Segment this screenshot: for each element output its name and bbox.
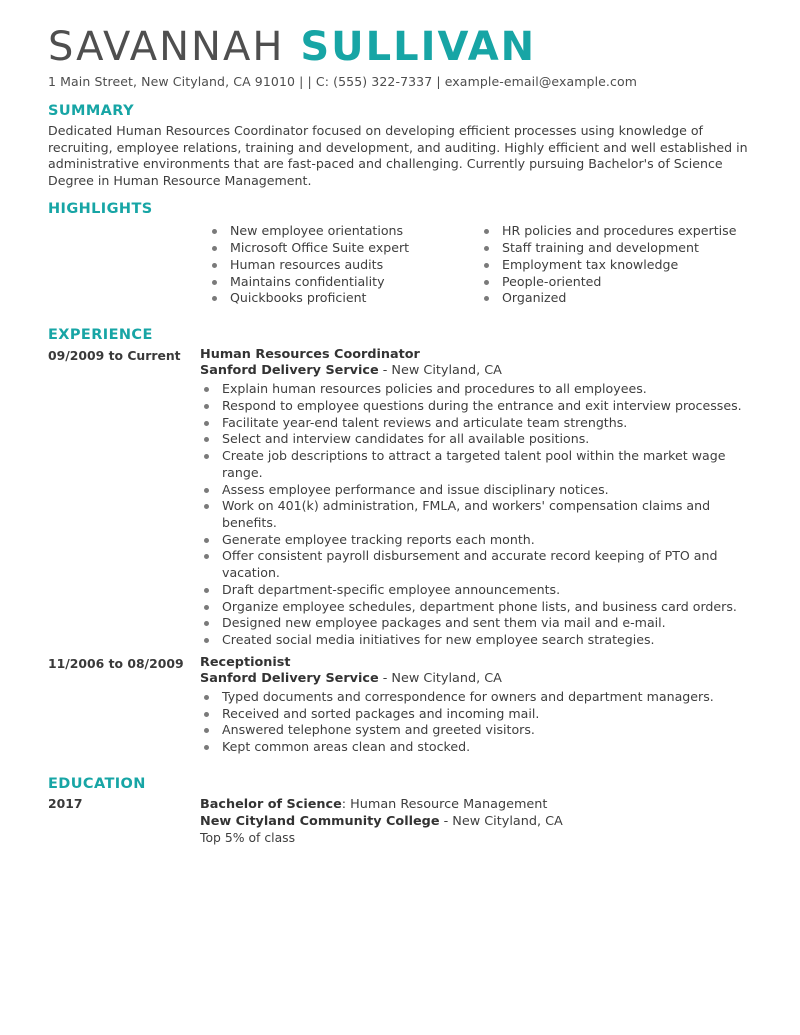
experience-bullets bbox=[200, 381, 752, 649]
highlights-list-right bbox=[480, 223, 752, 307]
list-item: Received and sorted packages and incoming mail. bbox=[200, 706, 752, 723]
highlights-column-right bbox=[480, 223, 752, 307]
company-line bbox=[200, 671, 752, 688]
list-item: Typed documents and correspondence for owners and department managers. bbox=[200, 689, 752, 706]
list-item: HR policies and procedures expertise bbox=[480, 223, 752, 240]
list-item: Create job descriptions to attract a targeted talent pool within the market wage range. bbox=[200, 448, 752, 481]
list-item: Explain human resources policies and procedures to all employees. bbox=[200, 381, 752, 398]
education-school bbox=[200, 813, 563, 830]
list-item: Organize employee schedules, department phone lists, and business card orders. bbox=[200, 599, 752, 616]
list-item: Generate employee tracking reports each month. bbox=[200, 532, 752, 549]
list-item: Draft department-specific employee announcements. bbox=[200, 582, 752, 599]
highlights-columns bbox=[48, 223, 752, 307]
experience-heading: EXPERIENCE bbox=[48, 327, 153, 344]
list-item: Facilitate year-end talent reviews and articulate team strengths. bbox=[200, 415, 752, 432]
list-item: Staff training and development bbox=[480, 240, 752, 257]
list-item: New employee orientations bbox=[208, 223, 480, 240]
summary-heading: SUMMARY bbox=[48, 103, 134, 119]
summary-text: Dedicated Human Resources Coordinator focused on developing efficient processes using knowledge of recruiting, employee relations, training and development, and auditing. Highly efficient and well established in administrative environments that are fast-paced and challenging. Currently pursuing Bachelor's of Science Degree in Human Resource Management. bbox=[48, 123, 748, 188]
highlights-section bbox=[48, 201, 752, 307]
contact-line: 1 Main Street, New Cityland, CA 91010 | | C: (555) 322-7337 | example-email@example.com bbox=[48, 74, 637, 89]
list-item: People-oriented bbox=[480, 274, 752, 291]
list-item: Quickbooks proficient bbox=[208, 290, 480, 307]
list-item: Respond to employee questions during the entrance and exit interview processes. bbox=[200, 398, 752, 415]
experience-bullets bbox=[200, 689, 752, 756]
experience-dates: 09/2009 to Current bbox=[48, 348, 181, 364]
list-item: Answered telephone system and greeted visitors. bbox=[200, 722, 752, 739]
list-item: Designed new employee packages and sent them via mail and e-mail. bbox=[200, 615, 752, 632]
experience-section bbox=[48, 327, 752, 756]
highlights-list-left bbox=[208, 223, 480, 307]
job-title: Receptionist bbox=[200, 654, 291, 670]
first-name: SAVANNAH bbox=[48, 24, 285, 70]
experience-details bbox=[200, 347, 752, 649]
job-title: Human Resources Coordinator bbox=[200, 347, 420, 363]
list-item: Microsoft Office Suite expert bbox=[208, 240, 480, 257]
list-item: Human resources audits bbox=[208, 257, 480, 274]
experience-dates: 11/2006 to 08/2009 bbox=[48, 655, 184, 671]
highlights-heading: HIGHLIGHTS bbox=[48, 201, 153, 218]
list-item: Organized bbox=[480, 290, 752, 307]
degree-name: Bachelor of Science bbox=[200, 796, 342, 812]
list-item: Select and interview candidates for all available positions. bbox=[200, 431, 752, 448]
candidate-name bbox=[48, 26, 752, 68]
company-location: - New Cityland, CA bbox=[378, 671, 502, 687]
experience-entry bbox=[48, 655, 752, 756]
degree-field: : Human Resource Management bbox=[341, 796, 548, 812]
summary-section bbox=[48, 103, 752, 189]
education-date: 2017 bbox=[48, 795, 83, 811]
list-item: Employment tax knowledge bbox=[480, 257, 752, 274]
list-item: Created social media initiatives for new employee search strategies. bbox=[200, 632, 752, 649]
last-name: SULLIVAN bbox=[300, 24, 537, 70]
company-location: - New Cityland, CA bbox=[378, 363, 502, 379]
experience-details bbox=[200, 655, 752, 756]
education-entry bbox=[48, 796, 752, 847]
experience-entry bbox=[48, 347, 752, 649]
list-item: Kept common areas clean and stocked. bbox=[200, 739, 752, 756]
school-location: - New Cityland, CA bbox=[439, 814, 563, 830]
education-heading: EDUCATION bbox=[48, 775, 146, 792]
company-name: Sanford Delivery Service bbox=[200, 363, 379, 379]
school-name: New Cityland Community College bbox=[200, 814, 440, 830]
company-line bbox=[200, 363, 752, 380]
education-section bbox=[48, 776, 752, 847]
company-name: Sanford Delivery Service bbox=[200, 671, 379, 687]
list-item: Offer consistent payroll disbursement and accurate record keeping of PTO and vacation. bbox=[200, 548, 752, 581]
list-item: Maintains confidentiality bbox=[208, 274, 480, 291]
education-extra: Top 5% of class bbox=[200, 830, 296, 846]
list-item: Work on 401(k) administration, FMLA, and workers' compensation claims and benefits. bbox=[200, 498, 752, 531]
education-degree bbox=[200, 796, 563, 813]
highlights-column-left bbox=[208, 223, 480, 307]
education-details bbox=[200, 796, 563, 847]
list-item: Assess employee performance and issue disciplinary notices. bbox=[200, 482, 752, 499]
